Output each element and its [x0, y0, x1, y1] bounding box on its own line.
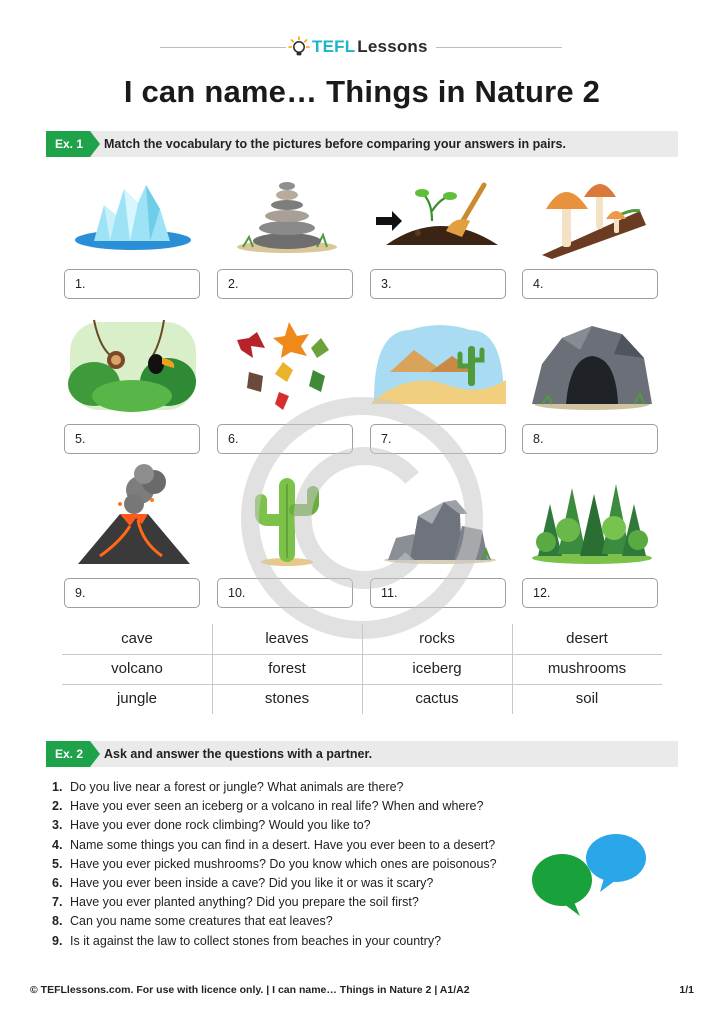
lightbulb-icon	[288, 36, 310, 58]
answer-box-10[interactable]	[217, 578, 353, 608]
question-number: 7.	[52, 895, 63, 910]
answer-number: 5.	[75, 432, 86, 446]
answer-box-2[interactable]	[217, 269, 353, 299]
mushrooms-picture	[522, 155, 660, 261]
question-item	[52, 836, 532, 855]
cave-picture	[522, 310, 660, 416]
question-number: 1.	[52, 780, 63, 794]
vocab-word: mushrooms	[547, 660, 627, 677]
picture-cell-12	[522, 464, 660, 614]
question-number: 5.	[52, 856, 63, 871]
question-text: Name some things you can find in a desert. Have you ever been to a desert?	[70, 837, 496, 852]
iceberg-picture	[64, 155, 202, 261]
forest-picture	[522, 464, 660, 570]
picture-cell-2	[217, 155, 355, 305]
ex1-tag: Ex. 1	[46, 131, 90, 157]
answer-number: 4.	[533, 277, 544, 291]
question-text: Is it against the law to collect stones from beaches in your country?	[70, 933, 442, 948]
picture-cell-11	[370, 464, 508, 614]
page-number: 1/1	[679, 984, 694, 996]
answer-number: 9.	[75, 586, 86, 600]
ex2-instruction: Ask and answer the questions with a partner.	[104, 747, 373, 761]
leaves-picture	[217, 310, 355, 416]
jungle-picture	[64, 310, 202, 416]
answer-box-6[interactable]	[217, 424, 353, 454]
cactus-picture	[217, 464, 355, 570]
answer-box-9[interactable]	[64, 578, 200, 608]
answer-number: 3.	[381, 277, 392, 291]
answer-number: 11.	[381, 586, 398, 600]
vocab-word: desert	[566, 630, 608, 647]
vocab-word: cactus	[415, 690, 459, 707]
question-text: Have you ever seen an iceberg or a volcano in real life? When and where?	[70, 799, 484, 814]
ex1-header	[46, 131, 678, 157]
vocab-word: iceberg	[412, 660, 462, 677]
speech-bubbles-icon	[530, 830, 650, 916]
question-item	[52, 874, 532, 893]
brand-header	[0, 34, 724, 60]
question-text: Have you ever planted anything? Did you prepare the soil first?	[70, 895, 419, 910]
question-number: 2.	[52, 799, 63, 814]
page-title: I can name… Things in Nature 2	[123, 74, 601, 109]
footer-copyright: © TEFLlessons.com. For use with licence only. | I can name… Things in Nature 2 | A1/A2	[30, 984, 470, 996]
vocab-word: rocks	[419, 630, 455, 647]
picture-cell-8	[522, 310, 660, 460]
question-number: 6.	[52, 875, 63, 890]
vocab-word: forest	[268, 660, 306, 677]
ex1-instruction: Match the vocabulary to the pictures before comparing your answers in pairs.	[104, 137, 566, 151]
picture-cell-10	[217, 464, 355, 614]
answer-number: 2.	[228, 277, 239, 291]
question-item	[52, 932, 532, 951]
answer-box-7[interactable]	[370, 424, 506, 454]
vocabulary-table	[62, 624, 662, 714]
question-item	[52, 855, 532, 874]
volcano-picture	[64, 464, 202, 570]
answer-number: 10.	[228, 586, 246, 600]
brand-logo	[288, 36, 434, 58]
question-text: Have you ever been inside a cave? Did you like it or was it scary?	[70, 875, 434, 890]
question-item	[52, 797, 532, 816]
question-number: 9.	[52, 933, 63, 948]
question-number: 3.	[52, 818, 63, 833]
answer-box-3[interactable]	[370, 269, 506, 299]
question-text: Can you name some creatures that eat leaves?	[70, 914, 333, 929]
question-number: 8.	[52, 914, 63, 929]
picture-cell-7	[370, 310, 508, 460]
question-item	[52, 816, 532, 835]
vocab-word: cave	[121, 630, 153, 647]
question-text: Have you ever picked mushrooms? Do you know which ones are poisonous?	[70, 856, 497, 871]
answer-number: 1.	[75, 277, 86, 291]
question-item	[52, 912, 532, 931]
vocab-word: leaves	[265, 630, 309, 647]
stones-picture	[217, 155, 355, 261]
answer-box-5[interactable]	[64, 424, 200, 454]
answer-number: 6.	[228, 432, 239, 446]
brand-name-tefl: TEFL	[312, 37, 356, 56]
vocab-word: volcano	[111, 660, 163, 677]
question-number: 4.	[52, 837, 63, 852]
answer-box-4[interactable]	[522, 269, 658, 299]
picture-cell-3	[370, 155, 508, 305]
vocab-word: jungle	[116, 690, 158, 707]
soil-picture	[370, 155, 508, 261]
brand-divider-right	[436, 47, 562, 48]
question-text: Have you ever done rock climbing? Would you like to?	[70, 818, 371, 833]
picture-cell-5	[64, 310, 202, 460]
question-item	[52, 893, 532, 912]
desert-picture	[370, 310, 508, 416]
ex2-tag: Ex. 2	[46, 741, 90, 767]
rocks-picture	[370, 464, 508, 570]
brand-name-lessons: Lessons	[357, 37, 428, 56]
answer-number: 12.	[533, 586, 551, 600]
answer-box-11[interactable]	[370, 578, 506, 608]
answer-box-12[interactable]	[522, 578, 658, 608]
answer-number: 8.	[533, 432, 544, 446]
vocab-word: soil	[575, 690, 599, 707]
picture-cell-9	[64, 464, 202, 614]
picture-cell-1	[64, 155, 202, 305]
question-text: Do you live near a forest or jungle? What animals are there?	[70, 780, 404, 794]
picture-cell-4	[522, 155, 660, 305]
question-list	[52, 778, 532, 951]
answer-number: 7.	[381, 432, 392, 446]
answer-box-1[interactable]	[64, 269, 200, 299]
ex2-header	[46, 741, 678, 767]
brand-divider-left	[160, 47, 286, 48]
answer-box-8[interactable]	[522, 424, 658, 454]
picture-cell-6	[217, 310, 355, 460]
question-item	[52, 778, 532, 797]
footer	[30, 984, 694, 996]
vocab-word: stones	[264, 690, 310, 707]
